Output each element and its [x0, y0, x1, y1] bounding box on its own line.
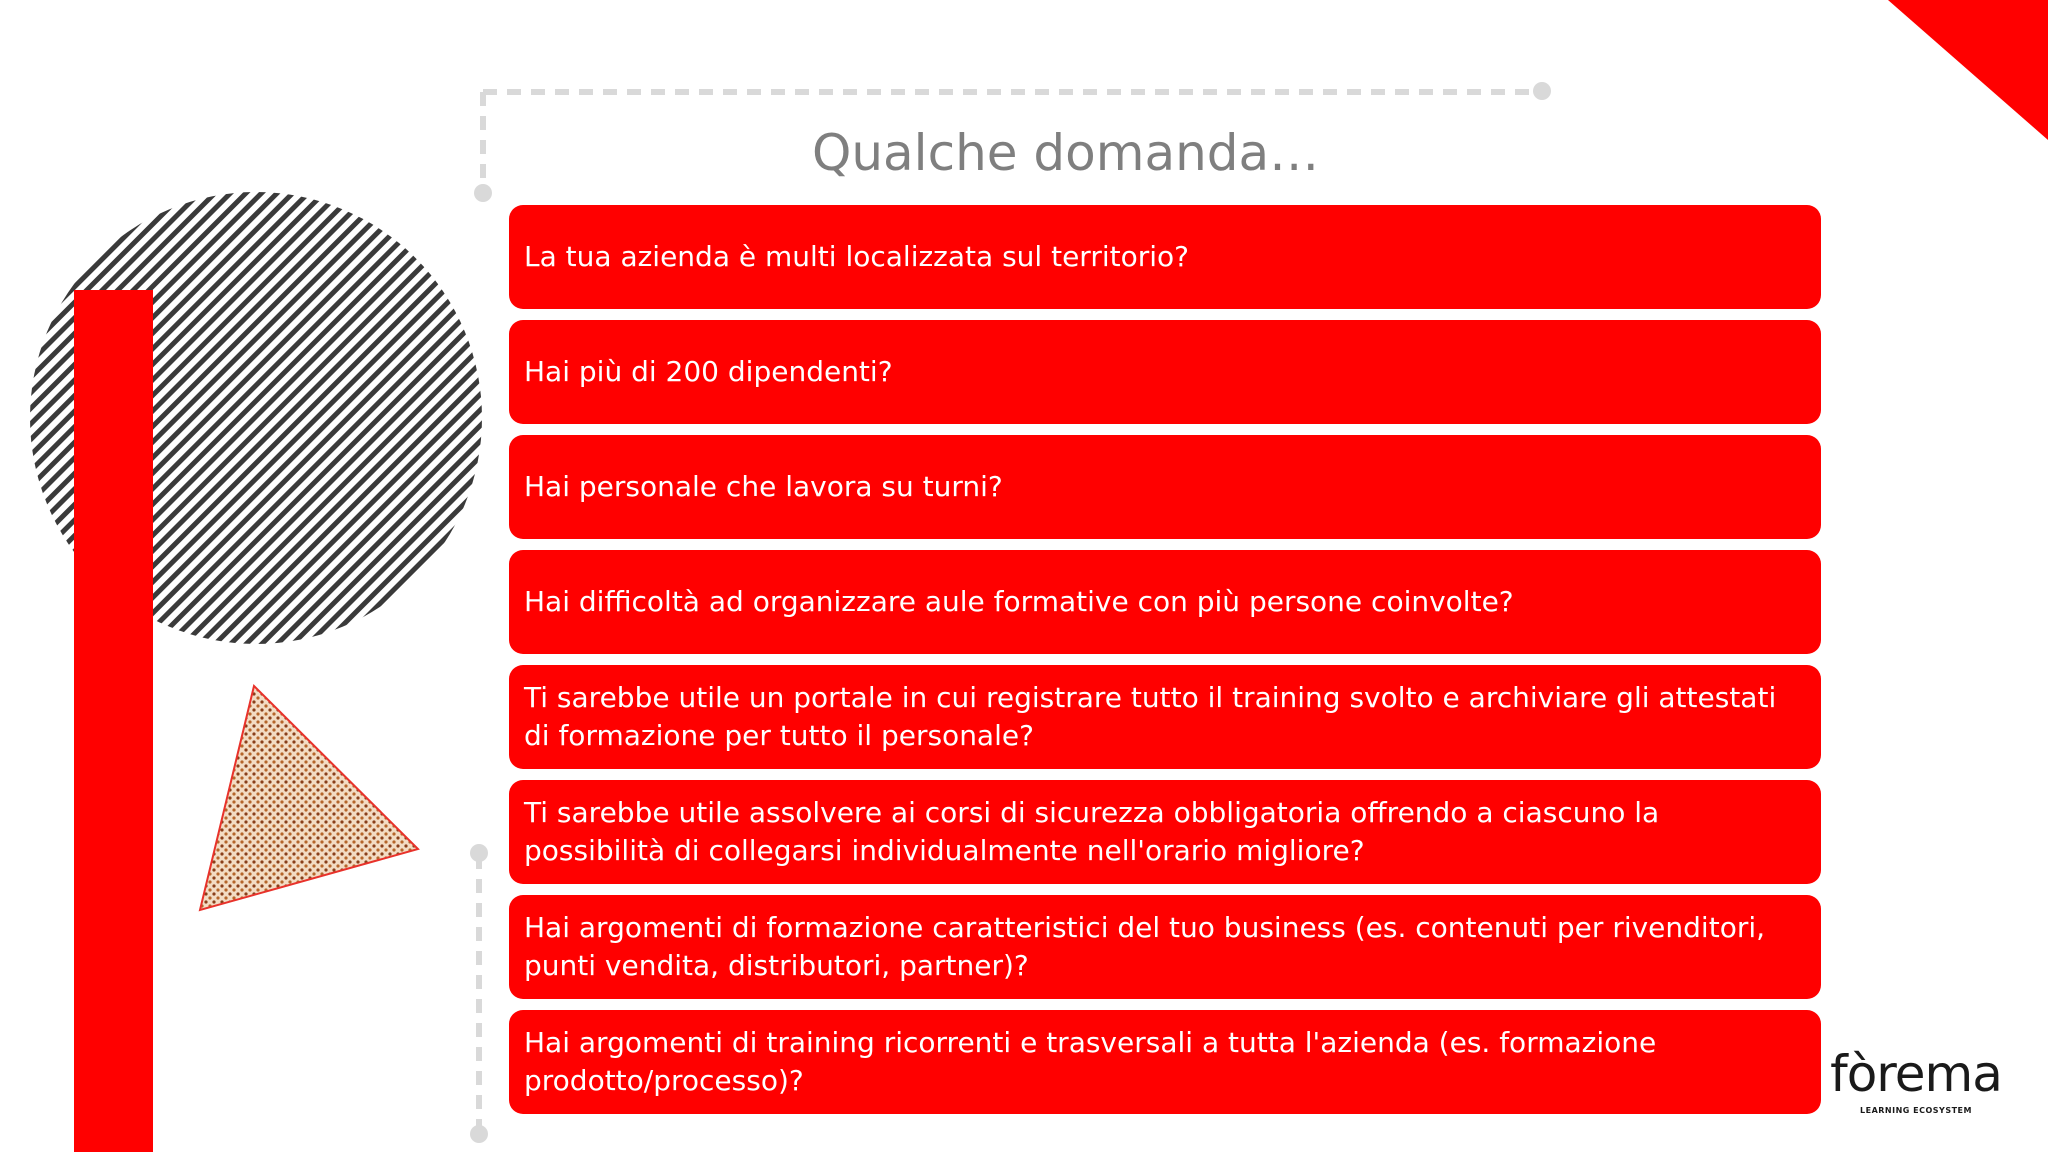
question-box: Hai argomenti di training ricorrenti e trasversali a tutta l'azienda (es. formazione prodotto/processo)? — [509, 1010, 1821, 1114]
red-vertical-bar — [74, 290, 153, 1152]
question-box: Ti sarebbe utile assolvere ai corsi di sicurezza obbligatoria offrendo a ciascuno la possibilità di collegarsi individualmente nell'orario migliore? — [509, 780, 1821, 884]
connector-dot — [1533, 82, 1551, 100]
forema-logo — [1826, 1044, 2006, 1124]
slide-title: Qualche domanda… — [812, 124, 1320, 182]
logo-tagline: LEARNING ECOSYSTEM — [1860, 1106, 1972, 1115]
logo-wordmark: fòrema — [1830, 1045, 2002, 1103]
question-box: Ti sarebbe utile un portale in cui registrare tutto il training svolto e archiviare gli attestati di formazione per tutto il personale? — [509, 665, 1821, 769]
question-box: Hai personale che lavora su turni? — [509, 435, 1821, 539]
connector-dot — [474, 184, 492, 202]
question-box: Hai più di 200 dipendenti? — [509, 320, 1821, 424]
corner-triangle — [1888, 0, 2048, 140]
question-box: La tua azienda è multi localizzata sul territorio? — [509, 205, 1821, 309]
connector-dot — [470, 1125, 488, 1143]
question-box: Hai argomenti di formazione caratteristici del tuo business (es. contenuti per rivenditori, punti vendita, distributori, partner)? — [509, 895, 1821, 999]
connector-dot — [470, 844, 488, 862]
dotted-triangle — [200, 686, 418, 910]
question-box: Hai difficoltà ad organizzare aule formative con più persone coinvolte? — [509, 550, 1821, 654]
